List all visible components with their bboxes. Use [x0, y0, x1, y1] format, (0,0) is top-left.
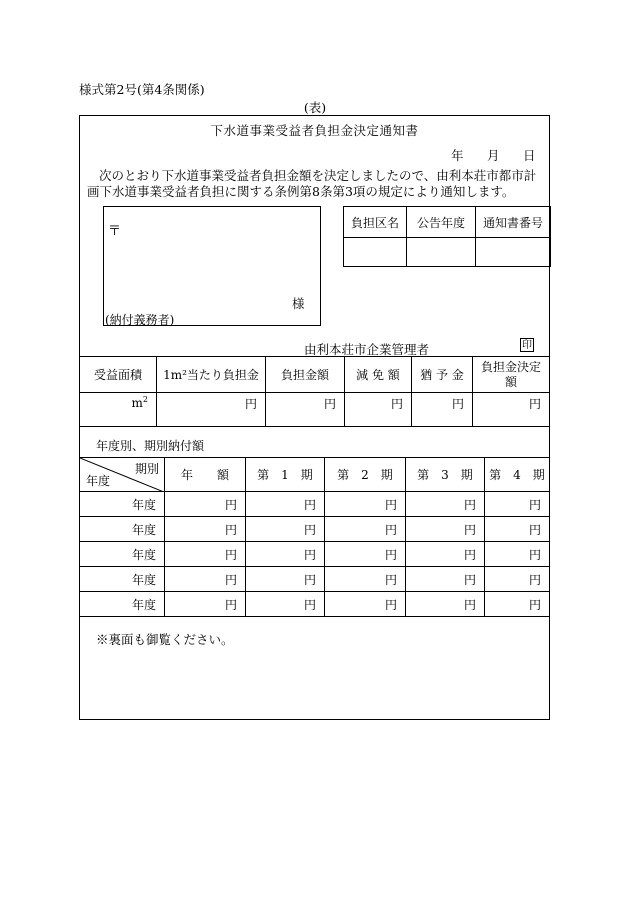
date-day: 日 [523, 148, 536, 163]
yen-cell: 円 [165, 542, 246, 567]
yen-cell: 円 [165, 517, 246, 542]
honorific-sama: 様 [292, 296, 305, 311]
yen-cell: 円 [246, 517, 325, 542]
reduction-cell: 円 [345, 393, 412, 427]
yen-cell: 円 [325, 542, 406, 567]
corner-cell [80, 458, 165, 492]
determined-charge-cell: 円 [473, 393, 550, 427]
back-side-note: ※裏面も御覧ください。 [96, 632, 234, 647]
year-cell: 年度 [80, 542, 165, 567]
year-cell: 年度 [80, 592, 165, 617]
yen-cell: 円 [246, 492, 325, 517]
unit-sup: 2 [142, 395, 148, 404]
yen-cell: 円 [165, 592, 246, 617]
period-2-header: 第 2 期 [325, 458, 406, 492]
year-cell: 年度 [80, 567, 165, 592]
installment-section-label: 年度別、期別納付額 [96, 439, 205, 453]
district-table [343, 206, 551, 267]
yen-cell: 円 [485, 592, 550, 617]
yen-cell: 円 [485, 542, 550, 567]
manager-name: 由利本荘市企業管理者 [304, 342, 430, 357]
yen-cell: 円 [485, 492, 550, 517]
payer-label: (納付義務者) [105, 313, 175, 327]
benefit-area-header: 受益面積 [80, 357, 157, 393]
amount-table [79, 356, 550, 427]
period-4-header: 第 4 期 [485, 458, 550, 492]
period-1-header: 第 1 期 [246, 458, 325, 492]
determined-charge-header: 負担金決定額 [473, 357, 550, 393]
year-cell: 年度 [80, 517, 165, 542]
yen-cell: 円 [485, 567, 550, 592]
corner-period-label: 期別 [134, 462, 159, 476]
deferral-header: 猶 予 金 [412, 357, 473, 393]
yen-cell: 円 [406, 492, 485, 517]
yen-cell: 円 [406, 567, 485, 592]
per-m2-suffix: ²当たり負担金 [182, 368, 259, 382]
document-title: 下水道事業受益者負担金決定通知書 [210, 123, 419, 138]
yen-cell: 円 [165, 567, 246, 592]
per-m2-charge-header [157, 357, 266, 393]
notice-year-header: 公告年度 [407, 207, 476, 238]
postal-mark-icon: 〒 [108, 224, 122, 239]
notice-number-header: 通知書番号 [476, 207, 551, 238]
yen-cell: 円 [406, 592, 485, 617]
seal-mark: 印 [522, 340, 532, 351]
period-3-header: 第 3 期 [406, 458, 485, 492]
yen-cell: 円 [246, 592, 325, 617]
notice-body-text: 次のとおり下水道事業受益者負担金額を決定しましたので、由利本荘市都市計画下水道事業受益者負担に関する条例第8条第3項の規定により通知します。 [87, 168, 537, 199]
district-name-header: 負担区名 [344, 207, 407, 238]
table-row [80, 592, 550, 617]
yen-cell: 円 [406, 517, 485, 542]
yen-cell: 円 [246, 567, 325, 592]
yen-cell: 円 [246, 542, 325, 567]
charge-amount-cell: 円 [266, 393, 345, 427]
deferral-cell: 円 [412, 393, 473, 427]
table-row [80, 567, 550, 592]
per-m2-prefix: 1m [163, 368, 183, 382]
unit-m: m [131, 396, 143, 410]
yen-cell: 円 [325, 492, 406, 517]
front-side-label: (表) [303, 100, 327, 115]
per-m2-cell: 円 [157, 393, 266, 427]
notice-year-cell [407, 238, 476, 267]
yen-cell: 円 [165, 492, 246, 517]
yen-cell: 円 [325, 592, 406, 617]
reduction-header: 減 免 額 [345, 357, 412, 393]
form-number-label: 様式第2号(第4条関係) [79, 82, 205, 97]
yen-cell: 円 [325, 517, 406, 542]
address-box [103, 206, 321, 326]
year-cell: 年度 [80, 492, 165, 517]
annual-amount-header: 年 額 [165, 458, 246, 492]
area-cell [80, 393, 157, 427]
yen-cell: 円 [325, 567, 406, 592]
table-row [80, 542, 550, 567]
yen-cell: 円 [485, 517, 550, 542]
yen-cell: 円 [406, 542, 485, 567]
table-row [80, 492, 550, 517]
installment-table [79, 457, 550, 617]
charge-amount-header: 負担金額 [266, 357, 345, 393]
date-year: 年 [451, 148, 464, 163]
district-name-cell [344, 238, 407, 267]
notice-number-cell [476, 238, 551, 267]
date-month: 月 [487, 148, 500, 163]
corner-year-label: 年度 [86, 474, 111, 488]
table-row [80, 517, 550, 542]
